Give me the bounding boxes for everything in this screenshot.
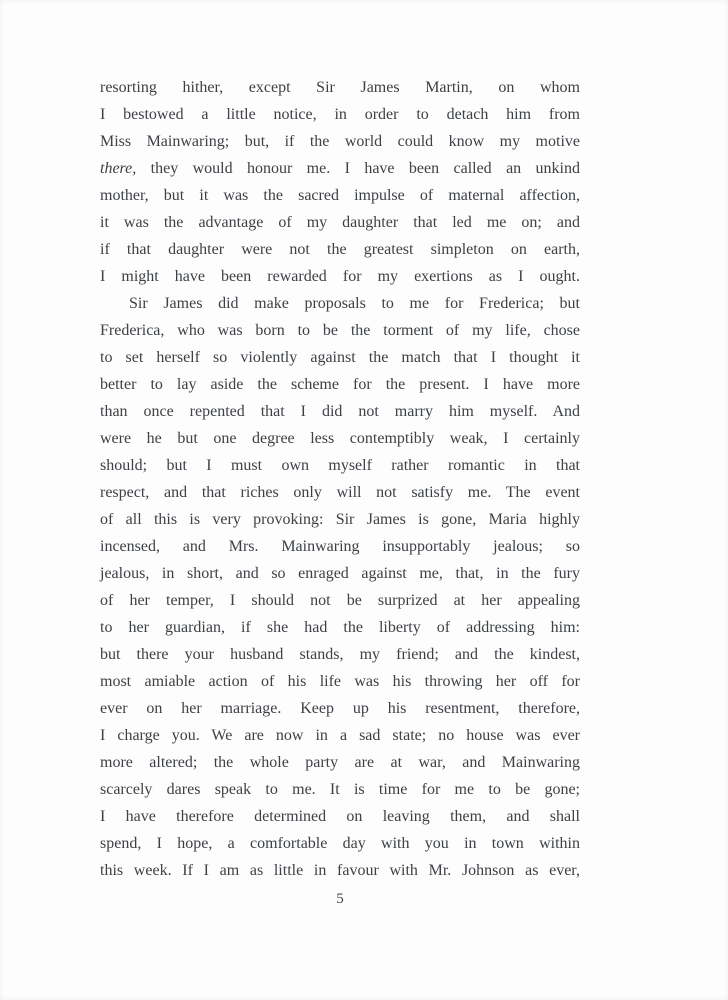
text-line: ever on her marriage. Keep up his resentment, therefore, xyxy=(100,700,580,717)
text-line: should; but I must own myself rather romantic in that xyxy=(100,457,580,474)
text-line: were he but one degree less contemptibly weak, I certainly xyxy=(100,430,580,447)
text-line: respect, and that riches only will not satisfy me. The event xyxy=(100,484,580,501)
text-line: I bestowed a little notice, in order to detach him from xyxy=(100,106,580,123)
text-line: scarcely dares speak to me. It is time for me to be gone; xyxy=(100,781,580,798)
text-line: better to lay aside the scheme for the present. I have more xyxy=(100,376,580,393)
text-line: Miss Mainwaring; but, if the world could know my motive xyxy=(100,133,580,150)
page-number: 5 xyxy=(336,891,344,907)
text-line: I might have been rewarded for my exertions as I ought. xyxy=(100,268,580,285)
text-line: spend, I hope, a comfortable day with you in town within xyxy=(100,835,580,852)
text-block xyxy=(100,74,580,884)
text-line: to her guardian, if she had the liberty of addressing him: xyxy=(100,619,580,636)
paragraph xyxy=(100,290,580,884)
text-line: this week. If I am as little in favour with Mr. Johnson as ever, xyxy=(100,862,580,879)
text-line: mother, but it was the sacred impulse of maternal affection, xyxy=(100,187,580,204)
text-line: Frederica, who was born to be the torment of my life, chose xyxy=(100,322,580,339)
text-line: but there your husband stands, my friend; and the kindest, xyxy=(100,646,580,663)
text-line: of her temper, I should not be surprized at her appealing xyxy=(100,592,580,609)
text-line: I charge you. We are now in a sad state; no house was ever xyxy=(100,727,580,744)
text-line: incensed, and Mrs. Mainwaring insupportably jealous; so xyxy=(100,538,580,555)
text-line: more altered; the whole party are at war, and Mainwaring xyxy=(100,754,580,771)
paragraph xyxy=(100,74,580,290)
text-line: resorting hither, except Sir James Martin, on whom xyxy=(100,79,580,96)
text-line: jealous, in short, and so enraged against me, that, in the fury xyxy=(100,565,580,582)
text-line: Sir James did make proposals to me for Frederica; but xyxy=(129,295,580,312)
text-line: if that daughter were not the greatest simpleton on earth, xyxy=(100,241,580,258)
text-line: to set herself so violently against the match that I thought it xyxy=(100,349,580,366)
text-line: I have therefore determined on leaving them, and shall xyxy=(100,808,580,825)
text-line: than once repented that I did not marry him myself. And xyxy=(100,403,580,420)
text-line: it was the advantage of my daughter that led me on; and xyxy=(100,214,580,231)
text-line: most amiable action of his life was his throwing her off for xyxy=(100,673,580,690)
text-line: of all this is very provoking: Sir James is gone, Maria highly xyxy=(100,511,580,528)
text-line: there, they would honour me. I have been called an unkind xyxy=(100,160,580,177)
